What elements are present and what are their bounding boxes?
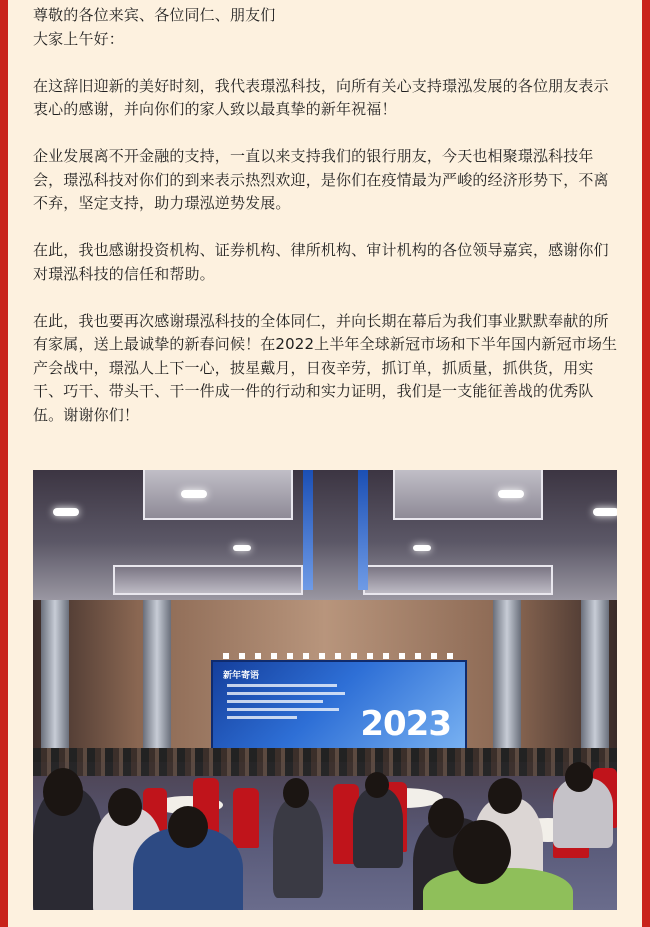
paragraph-institutions: 在此，我也感谢投资机构、证券机构、律所机构、审计机构的各位领导嘉宾，感谢你们对璟泓科技的信任和帮助。 [33, 241, 609, 283]
greeting-line-2: 大家上午好： [33, 29, 124, 48]
stage-screen [211, 660, 467, 754]
event-photo [33, 470, 617, 910]
photo-ceiling [33, 470, 617, 600]
paragraph-colleagues: 在此，我也要再次感谢璟泓科技的全体同仁，并向长期在幕后为我们事业默默奉献的所有家属，送上最诚挚的新春问候！在2022上半年全球新冠市场和下半年国内新冠市场生产会战中，璟泓人上下一心，披星戴月，日夜辛劳，抓订单，抓质量，抓供货，用实干、巧干、带头干、干一件成一件的行动和实力证明，我们是一支能征善战的优秀队伍。谢谢你们！ [33, 311, 618, 424]
screen-title: 新年寄语 [223, 671, 260, 681]
paragraph-thanks: 在这辞旧迎新的美好时刻，我代表璟泓科技，向所有关心支持璟泓发展的各位朋友表示衷心的感谢，并向你们的家人致以最真挚的新年祝福！ [33, 76, 609, 118]
screen-text-lines [227, 684, 347, 724]
stage-lights [223, 653, 459, 659]
right-frame-border [642, 0, 650, 927]
article-body [33, 4, 619, 427]
banquet-floor [33, 748, 617, 910]
screen-year: 2023 [360, 704, 451, 744]
greeting-line-1: 尊敬的各位来宾、各位同仁、朋友们 [33, 6, 276, 24]
left-frame-border [0, 0, 8, 927]
paragraph-banks: 企业发展离不开金融的支持，一直以来支持我们的银行朋友，今天也相聚璟泓科技年会，璟泓科技对你们的到来表示热烈欢迎，是你们在疫情最为严峻的经济形势下，不离不弃，坚定支持，助力璟泓逆势发展。 [33, 147, 609, 212]
